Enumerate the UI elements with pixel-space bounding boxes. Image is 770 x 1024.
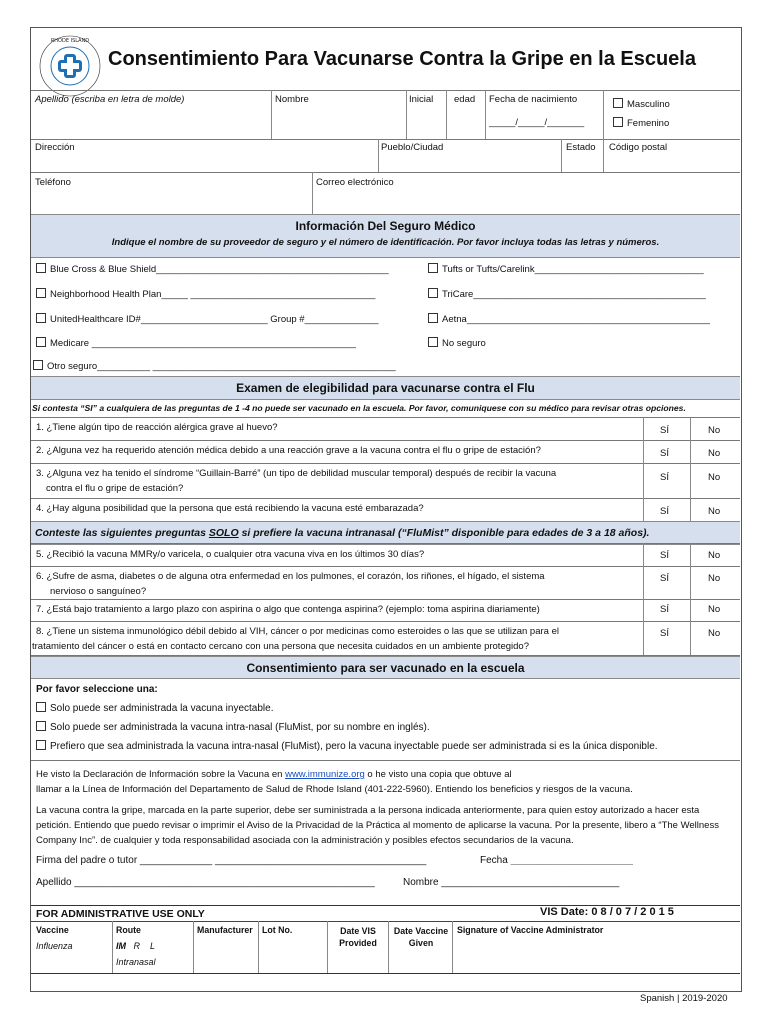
consent-option-3-checkbox[interactable] (36, 740, 46, 750)
question-4: 4. ¿Hay alguna posibilidad que la persona que está recibiendo la vacuna esté embarazada? (36, 503, 424, 514)
insurance-header (31, 214, 740, 258)
q1-yes[interactable]: SÍ (660, 425, 669, 436)
medicare-label: Medicare __________________________________________________ (50, 338, 356, 349)
consent-option-3-label: Prefiero que sea administrada la vacuna intra-nasal (FluMist), pero la vacuna inyectable puede ser administrada si es la única disponible. (50, 741, 658, 752)
fecha-nacimiento-label: Fecha de nacimiento (489, 94, 578, 105)
admin-lot-header: Lot No. (262, 925, 293, 935)
question-3: 3. ¿Alguna vez ha tenido el síndrome “Guillain-Barré” (un tipo de debilidad muscular temporal) después de recibir la vacuna (36, 468, 557, 479)
pueblo-label: Pueblo/Ciudad (381, 142, 444, 153)
tricare-option[interactable] (428, 288, 706, 300)
correo-label: Correo electrónico (316, 177, 394, 188)
admin-manufacturer-header: Manufacturer (197, 925, 253, 935)
admin-route-header: Route (116, 925, 141, 935)
masculino-label: Masculino (627, 99, 670, 110)
q4-no[interactable]: No (708, 506, 721, 517)
q5-no[interactable]: No (708, 550, 721, 561)
nombre-label: Nombre (275, 94, 309, 105)
bcbs-option[interactable] (36, 263, 389, 275)
form-title: Consentimiento Para Vacunarse Contra la Gripe en la Escuela (108, 48, 696, 70)
q7-no[interactable]: No (708, 604, 721, 615)
ri-health-logo-icon (38, 34, 102, 98)
otro-seguro-checkbox[interactable] (33, 360, 43, 370)
question-3-cont: contra el flu o gripe de estación? (46, 483, 184, 494)
bcbs-label: Blue Cross & Blue Shield____________________________________________ (50, 264, 389, 275)
intranasal-header (31, 521, 740, 545)
consent-select-label: Por favor seleccione una: (36, 684, 158, 695)
vis-statement (36, 767, 736, 797)
telefono-label: Teléfono (35, 177, 71, 188)
consent-option-2-checkbox[interactable] (36, 721, 46, 731)
femenino-option[interactable] (613, 117, 669, 129)
intranasal-note-post: si prefiere la vacuna intranasal (“FluMist” disponible para edades de 3 a 18 años). (238, 527, 650, 539)
tufts-checkbox[interactable] (428, 263, 438, 273)
question-5: 5. ¿Recibió la vacuna MMRy/o varicela, o cualquier otra vacuna viva en los últimos 30 días? (36, 549, 425, 560)
vis-statement-post: o he visto una copia que obtuve al (364, 769, 512, 780)
consent-option-1-checkbox[interactable] (36, 702, 46, 712)
intranasal-note-pre: Conteste las siguientes preguntas (35, 527, 209, 539)
estado-label: Estado (566, 142, 596, 153)
aetna-label: Aetna______________________________________________ (442, 314, 710, 325)
admin-date-vis-line2: Provided (339, 938, 377, 948)
question-8-cont: tratamiento del cáncer o está en contacto cercano con una persona que necesita cuidados en un ambiente protegido? (32, 641, 529, 652)
tricare-label: TriCare____________________________________________ (442, 289, 706, 300)
question-1: 1. ¿Tiene algún tipo de reacción alérgica grave al huevo? (36, 422, 278, 433)
consent-nombre-field[interactable]: Nombre ________________________________ (403, 877, 620, 888)
consent-paragraph: La vacuna contra la gripe, marcada en la parte superior, debe ser suministrada a la persona indicada anteriormente, para quien estoy autorizado a hacer esta petición. Entiendo que puedo revisar o imprimir el Aviso de la Privacidad de la Práctica al momento de aplicarse la vacuna. Por la presente, libero a “The Wellness Company Inc”. de cualquier y toda responsabilidad asociada con la administración y posibles efectos secundarios de la vacuna. (36, 805, 719, 846)
admin-route-options (116, 941, 155, 951)
inicial-label: Inicial (409, 94, 434, 105)
question-6: 6. ¿Sufre de asma, diabetes o de alguna otra enfermedad en los pulmones, el corazón, los riñones, el hígado, el sistema (36, 571, 545, 582)
question-2: 2. ¿Alguna vez ha requerido atención médica debido a una reacción grave a la vacuna contra el flu o gripe de estación? (36, 445, 541, 456)
fecha-field[interactable] (480, 855, 633, 866)
femenino-checkbox[interactable] (613, 117, 623, 127)
q2-no[interactable]: No (708, 448, 721, 459)
q4-yes[interactable]: SÍ (660, 506, 669, 517)
insurance-subtitle: Indique el nombre de su proveedor de seguro y el número de identificación. Por favor incluya todas las letras y números. (111, 237, 660, 248)
femenino-label: Femenino (627, 118, 670, 129)
vis-statement-line2: llamar a la Línea de Información del Departamento de Salud de Rhode Island (401-222-5960). Entiendo los beneficios y riesgos de la vacuna. (36, 784, 633, 795)
no-seguro-label: No seguro (442, 338, 486, 349)
medicare-checkbox[interactable] (36, 337, 46, 347)
route-im[interactable]: IM (116, 941, 126, 951)
aetna-option[interactable] (428, 313, 710, 325)
footer-version: Spanish | 2019-2020 (640, 993, 728, 1004)
consent-option-1[interactable] (36, 702, 273, 714)
admin-date-vis-header (330, 925, 386, 949)
q3-yes[interactable]: SÍ (660, 472, 669, 483)
firma-field[interactable]: Firma del padre o tutor _____________ ______________________________________ (36, 855, 427, 866)
direccion-label: Dirección (35, 142, 75, 153)
insurance-title: Información Del Seguro Médico (295, 219, 476, 233)
uhc-option[interactable] (36, 313, 379, 325)
consent-option-2[interactable] (36, 721, 430, 733)
tufts-option[interactable] (428, 263, 704, 275)
otro-seguro-option[interactable] (33, 360, 396, 372)
consent-option-1-label: Solo puede ser administrada la vacuna inyectable. (50, 703, 274, 714)
eligibility-note: Si contesta “SI” a cualquiera de las preguntas de 1 -4 no puede ser vacunado en la escuela. Por favor, comuniquese con su médico para revisar otras opciones. (32, 403, 686, 413)
consent-title: Consentimiento para ser vacunado en la escuela (246, 661, 525, 675)
q8-no[interactable]: No (708, 628, 721, 639)
admin-influenza: Influenza (36, 941, 73, 951)
tricare-checkbox[interactable] (428, 288, 438, 298)
q6-no[interactable]: No (708, 573, 721, 584)
intranasal-note (35, 527, 649, 539)
apellido-label: Apellido (escriba en letra de molde) (35, 94, 185, 105)
bcbs-checkbox[interactable] (36, 263, 46, 273)
nhp-checkbox[interactable] (36, 288, 46, 298)
intranasal-note-solo: SOLO (208, 527, 239, 539)
q6-yes[interactable]: SÍ (660, 573, 669, 584)
consent-option-2-label: Solo puede ser administrada la vacuna intra-nasal (FluMist, por su nombre en inglés). (50, 722, 430, 733)
masculino-checkbox[interactable] (613, 98, 623, 108)
immunize-link[interactable]: www.immunize.org (285, 769, 365, 780)
eligibility-title: Examen de elegibilidad para vacunarse contra el Flu (236, 381, 535, 395)
admin-vaccine-header: Vaccine (36, 925, 69, 935)
q8-yes[interactable]: SÍ (660, 628, 669, 639)
fecha-label: Fecha (480, 855, 508, 866)
consent-apellido-field[interactable]: Apellido ______________________________________________________ (36, 877, 375, 888)
eligibility-header (31, 376, 740, 400)
fecha-nacimiento-field[interactable]: _____/_____/_______ (489, 117, 585, 128)
medicare-option[interactable] (36, 337, 356, 349)
q7-yes[interactable]: SÍ (660, 604, 669, 615)
route-r[interactable]: R (133, 941, 141, 951)
question-7: 7. ¿Está bajo tratamiento a largo plazo con aspirina o algo que contenga aspirina? (ejemplo: toma aspirina diariamente) (36, 604, 540, 615)
admin-date-vaccine-line1: Date Vaccine (393, 926, 449, 936)
uhc-label: UnitedHealthcare ID#________________________ Group #______________ (50, 314, 379, 325)
aetna-checkbox[interactable] (428, 313, 438, 323)
vis-statement-pre: He visto la Declaración de Información sobre la Vacuna en (36, 769, 286, 780)
edad-label: edad (454, 94, 476, 105)
consent-option-3[interactable] (36, 740, 658, 752)
admin-title: FOR ADMINISTRATIVE USE ONLY (36, 908, 205, 920)
nhp-option[interactable] (36, 288, 375, 300)
q3-no[interactable]: No (708, 472, 721, 483)
fecha-line: ______________________ (510, 855, 633, 866)
svg-text:RHODE ISLAND: RHODE ISLAND (50, 38, 90, 44)
admin-date-vis-line1: Date VIS (340, 926, 376, 936)
route-l[interactable]: L (150, 941, 156, 951)
admin-date-vaccine-header (390, 925, 452, 949)
q2-yes[interactable]: SÍ (660, 448, 669, 459)
no-seguro-option[interactable] (428, 337, 486, 349)
tufts-label: Tufts or Tufts/Carelink________________________________ (442, 264, 704, 275)
masculino-option[interactable] (613, 98, 670, 110)
no-seguro-checkbox[interactable] (428, 337, 438, 347)
q1-no[interactable]: No (708, 425, 721, 436)
vis-date: VIS Date: 0 8 / 0 7 / 2 0 1 5 (540, 906, 674, 918)
admin-date-vaccine-line2: Given (408, 938, 434, 948)
consent-header (31, 656, 740, 679)
admin-signature-header: Signature of Vaccine Administrator (457, 925, 604, 935)
otro-seguro-label: Otro seguro__________ ______________________________________________ (47, 361, 396, 372)
route-intranasal[interactable]: Intranasal (116, 957, 156, 967)
q5-yes[interactable]: SÍ (660, 550, 669, 561)
codigo-postal-label: Código postal (609, 142, 668, 153)
uhc-checkbox[interactable] (36, 313, 46, 323)
question-8: 8. ¿Tiene un sistema inmunológico débil debido al VIH, cáncer o por medicinas como esteroides o las que se utilizan para el (36, 626, 559, 637)
nhp-label: Neighborhood Health Plan_____ ___________________________________ (50, 289, 376, 300)
question-6-cont: nervioso o sanguíneo? (50, 586, 147, 597)
